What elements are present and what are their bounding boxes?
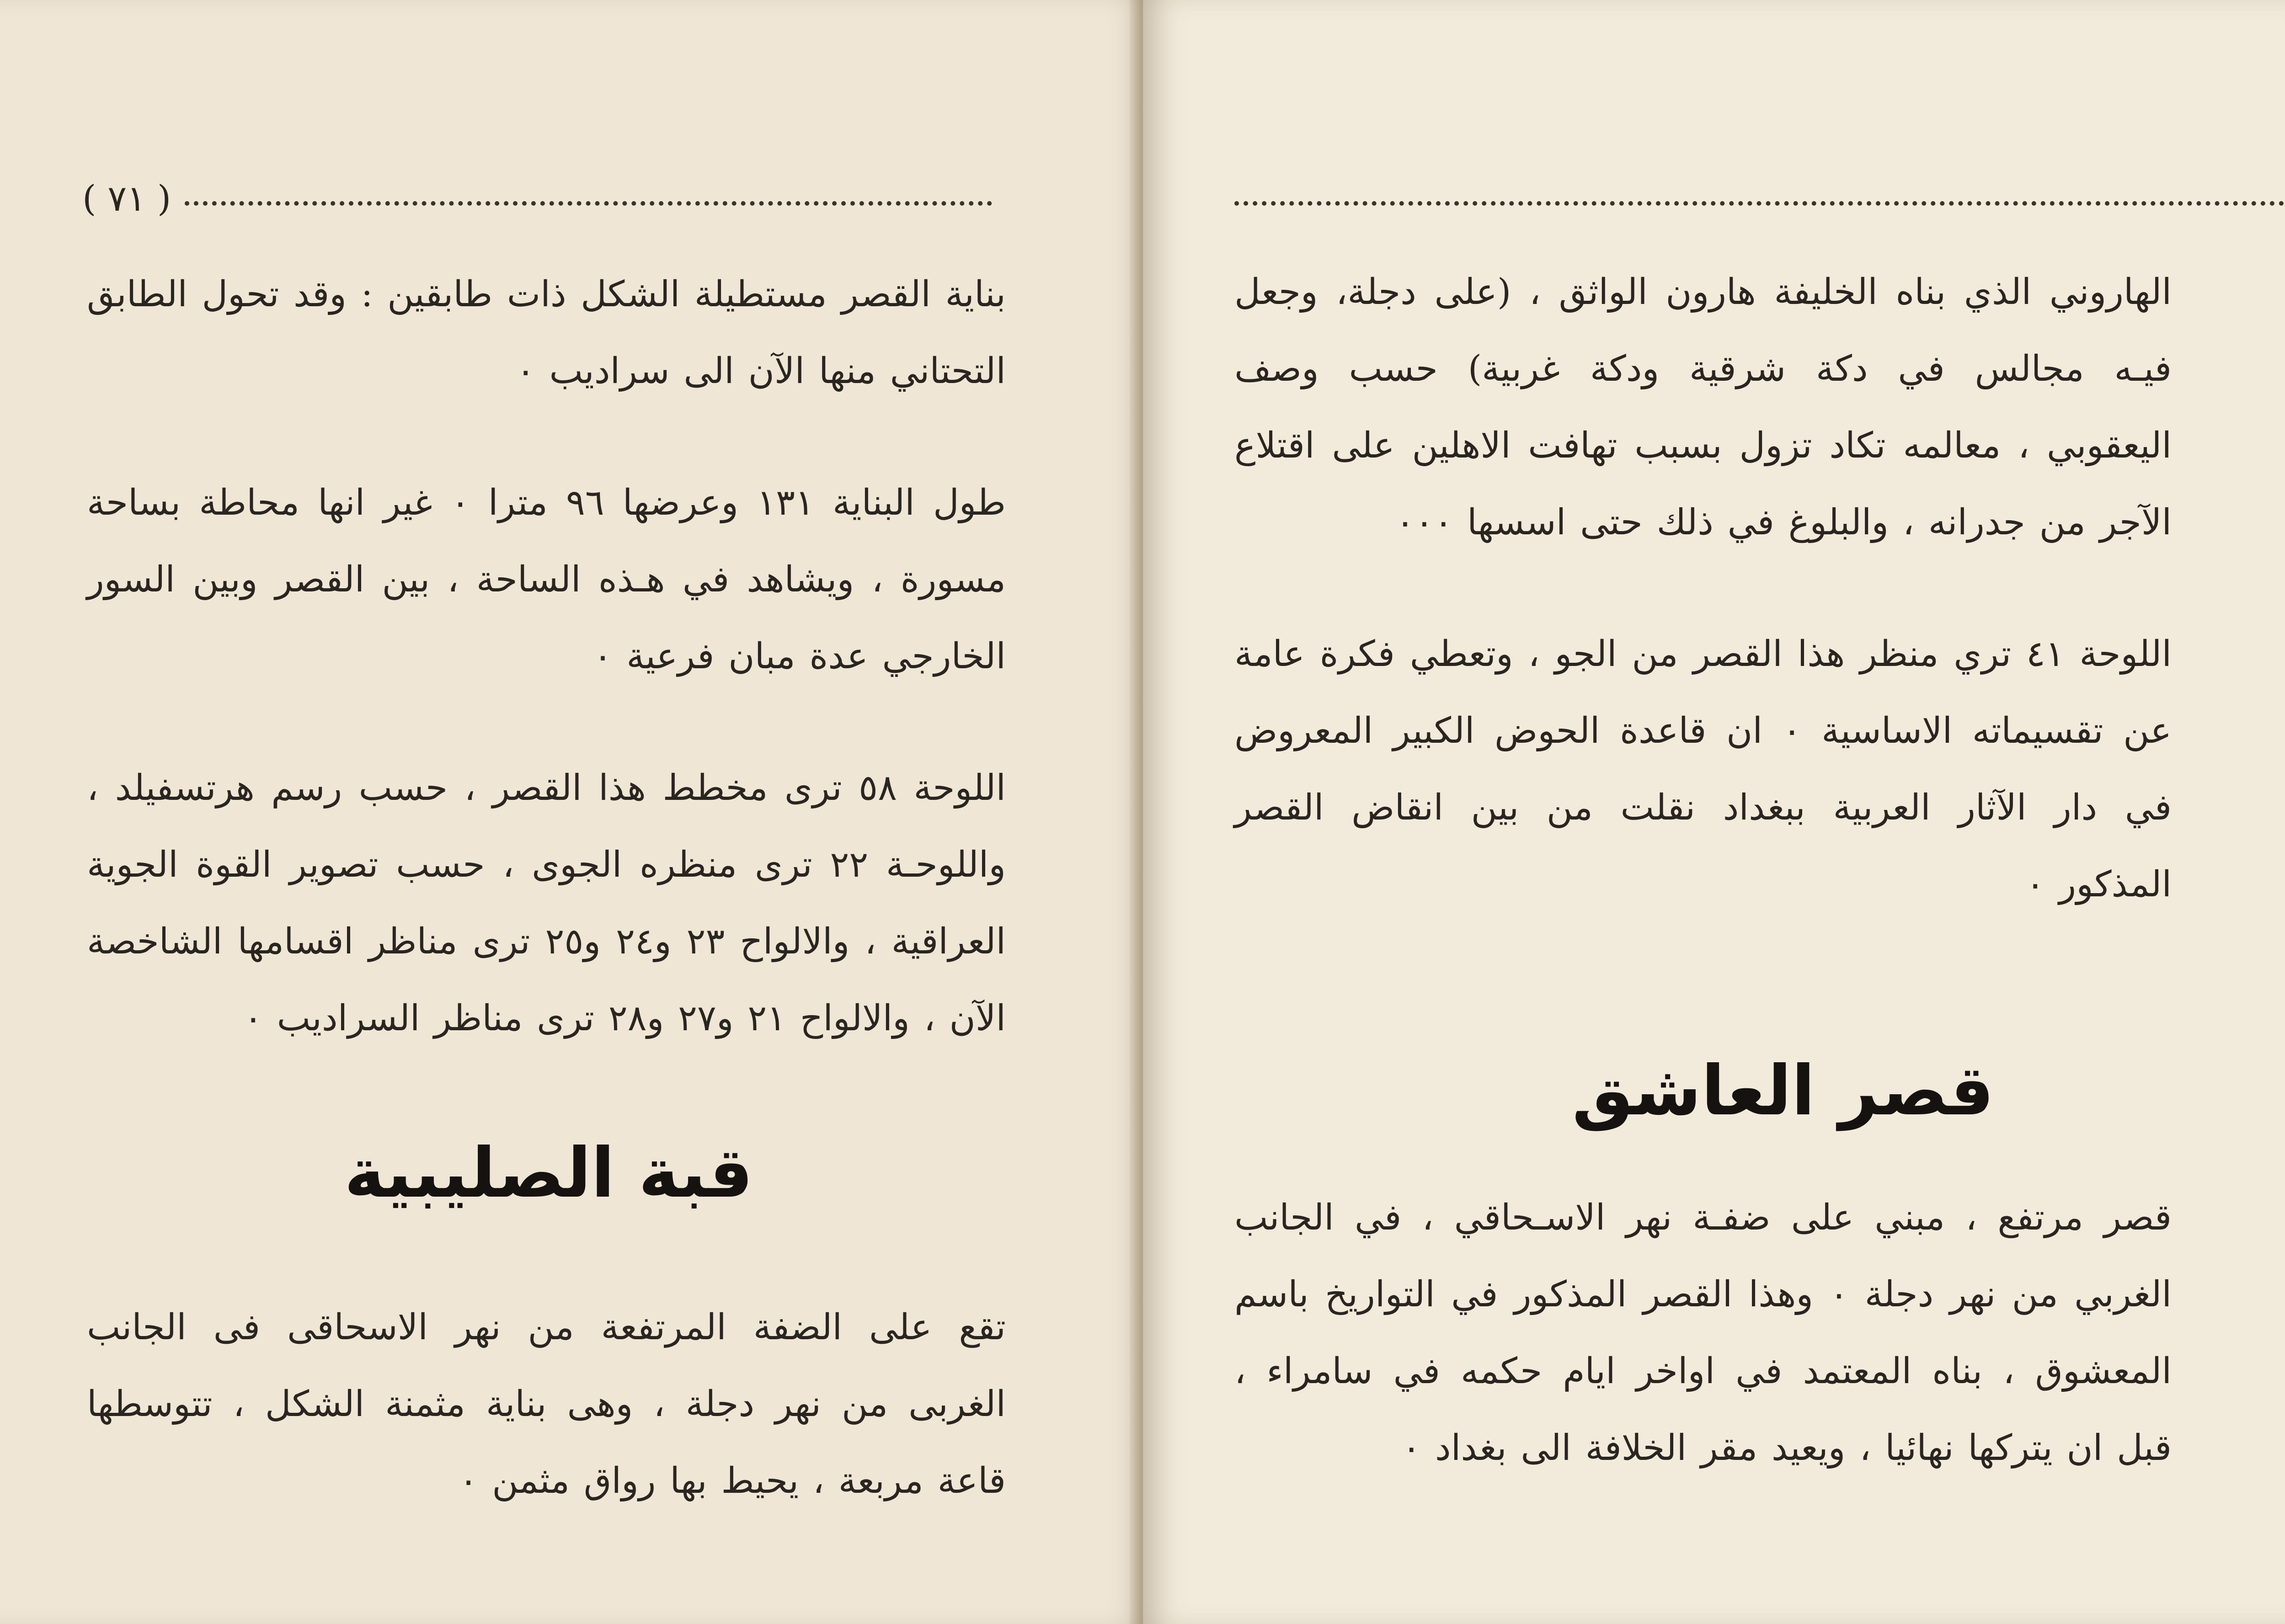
right-page-header [1234,174,2285,224]
right-page [1143,0,2285,1624]
left-body-upper [87,256,1006,1057]
section-title: قبة الصليبية [344,1134,753,1213]
left-body-lower [87,1289,1006,1519]
paragraph: اللوحة ٥٨ ترى مخطط هذا القصر ، حسب رسم هرتسفيلد ، واللوحـة ٢٢ ترى منظره الجوى ، حسب تصوير القوة الجوية العراقية ، والالواح ٢٣ و٢٤ و٢٥ ترى مناظر اقسامها الشاخصة الآن ، والالواح ٢١ و٢٧ و٢٨ ترى مناظر السراديب ٠ [87,767,1006,1039]
right-body-lower [1234,1179,2172,1486]
dotted-rule [185,201,992,206]
paragraph: قصر مرتفع ، مبني على ضفـة نهر الاسـحاقي ، في الجانب الغربي من نهر دجلة ٠ وهذا القصر المذكور في التواريخ باسم المعشوق ، بناه المعتمد في اواخر ايام حكمه في سامراء ، قبل ان يتركها نهائيا ، ويعيد مقر الخلافة الى بغداد ٠ [1234,1197,2172,1469]
paragraph: طول البناية ١٣١ وعرضها ٩٦ مترا ٠ غير انها محاطة بساحة مسورة ، ويشاهد في هـذه الساحة ، بين القصر وبين السور الخارجي عدة مبان فرعية ٠ [87,482,1006,677]
right-body-upper [1234,254,2172,923]
left-page-header [82,174,1006,224]
dotted-rule [1234,201,2284,206]
paragraph: اللوحة ٤١ تري منظر هذا القصر من الجو ، وتعطي فكرة عامة عن تقسيماته الاساسية ٠ ان قاعدة الحوض الكبير المعروض في دار الآثار العربية ببغداد نقلت من بين انقاض القصر المذكور ٠ [1234,634,2172,905]
paragraph: بناية القصر مستطيلة الشكل ذات طابقين : وقد تحول الطابق التحتاني منها الآن الى سراديب ٠ [87,274,1006,392]
paragraph: تقع على الضفة المرتفعة من نهر الاسحاقى فى الجانب الغربى من نهر دجلة ، وهى بناية مثمنة الشكل ، تتوسطها قاعة مربعة ، يحيط بها رواق مثمن ٠ [87,1307,1006,1502]
paragraph: الهاروني الذي بناه الخليفة هارون الواثق ، (على دجلة، وجعل فيـه مجالس في دكة شرقية ودكة غربية) حسب وصف اليعقوبي ، معالمه تكاد تزول بسبب تهافت الاهلين على اقتلاع الآجر من جدرانه ، والبلوغ في ذلك حتى اسسها ٠٠٠ [1234,272,2172,543]
page-number: ( ٧١ ) [82,178,171,219]
section-title: قصر العاشق [1572,1051,1994,1131]
